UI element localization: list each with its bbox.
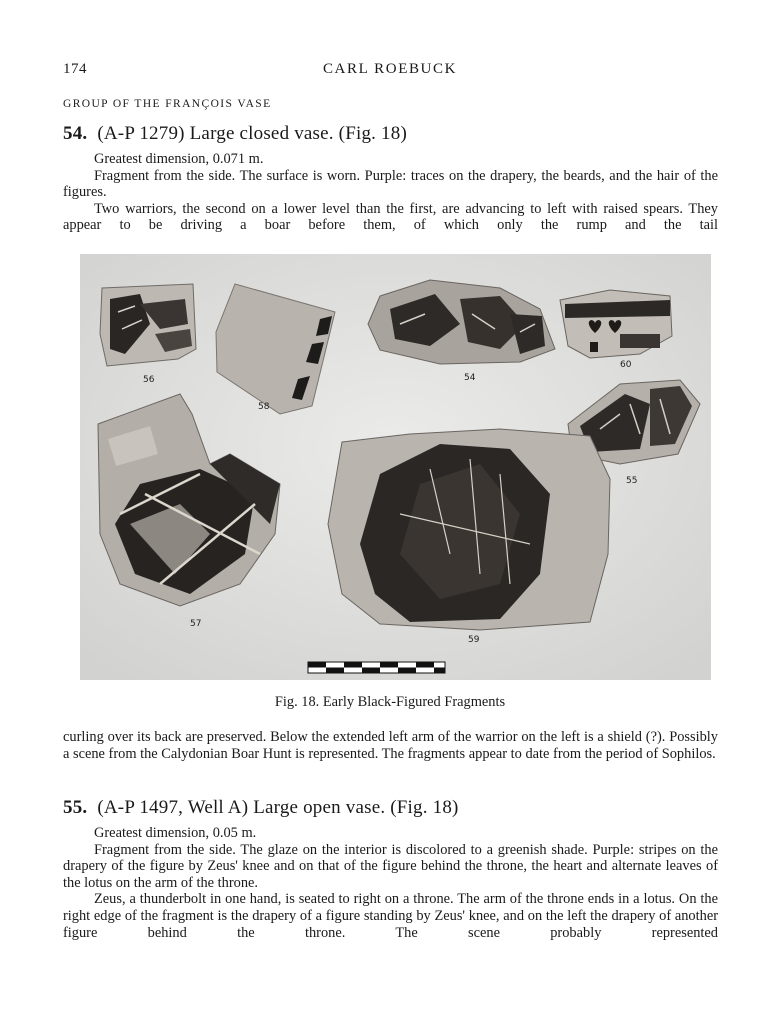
- entry-54-para3: curling over its back are preserved. Below the extended left arm of the warrior on the left is a shield (?). Possibly a scene from the Calydonian Boar Hunt is represented. The fragments appear to date from the period of Sophilos.: [63, 729, 718, 762]
- fragment-59: [328, 429, 610, 630]
- label-57: 57: [190, 619, 202, 629]
- entry-55-heading: [63, 797, 459, 819]
- scale-bar: [308, 662, 445, 673]
- entry-55-title: (A-P 1497, Well A) Large open vase. (Fig. 18): [97, 797, 459, 818]
- entry-55-para1: Fragment from the side. The glaze on the interior is discolored to a greenish shade. Purple: stripes on the drapery of the figure by Zeus' knee and on that of the figure behind the throne, the heart and alternate leaves of the lotus on the arm of the throne.: [63, 841, 718, 891]
- entry-54-dimension: Greatest dimension, 0.071 m.: [94, 151, 264, 167]
- label-60: 60: [620, 360, 632, 370]
- entry-55-para2: Zeus, a thunderbolt in one hand, is seated to right on a throne. The arm of the throne ends in a lotus. On the right edge of the fragment is the drapery of a figure standing by Zeus' knee, and on the left the drapery of another figure behind the throne. The scene probably represented: [63, 891, 718, 941]
- fragment-60: [560, 290, 672, 358]
- entry-54-para2: Two warriors, the second on a lower level than the first, are advancing to left with raised spears. They appear to be driving a boar before them, of which only the rump and the tail: [63, 200, 718, 234]
- figure-caption: Fig. 18. Early Black-Figured Fragments: [274, 694, 506, 710]
- fragments-photo: [80, 254, 711, 680]
- entry-54-heading: [63, 123, 407, 145]
- entry-55-number: 55.: [63, 797, 88, 818]
- entry-54-text: [63, 151, 718, 234]
- entry-54-number: 54.: [63, 123, 88, 144]
- entry-54-para1: Fragment from the side. The surface is worn. Purple: traces on the drapery, the beards, and the hair of the figures.: [63, 167, 718, 201]
- label-55: 55: [626, 476, 638, 486]
- entry-54-title: (A-P 1279) Large closed vase. (Fig. 18): [97, 123, 407, 144]
- running-head: CARL ROEBUCK: [322, 61, 458, 77]
- page-number: 174: [63, 61, 87, 77]
- label-59: 59: [468, 635, 480, 645]
- entry-54-continuation: [63, 729, 718, 762]
- label-56: 56: [143, 375, 155, 385]
- figure-18-plate: [80, 254, 711, 680]
- entry-55-dimension: Greatest dimension, 0.05 m.: [94, 825, 257, 841]
- entry-55-text: [63, 825, 718, 941]
- section-heading: GROUP OF THE FRANÇOIS VASE: [63, 98, 272, 110]
- label-58: 58: [258, 402, 270, 412]
- fragment-56: [100, 284, 196, 366]
- label-54: 54: [464, 373, 476, 383]
